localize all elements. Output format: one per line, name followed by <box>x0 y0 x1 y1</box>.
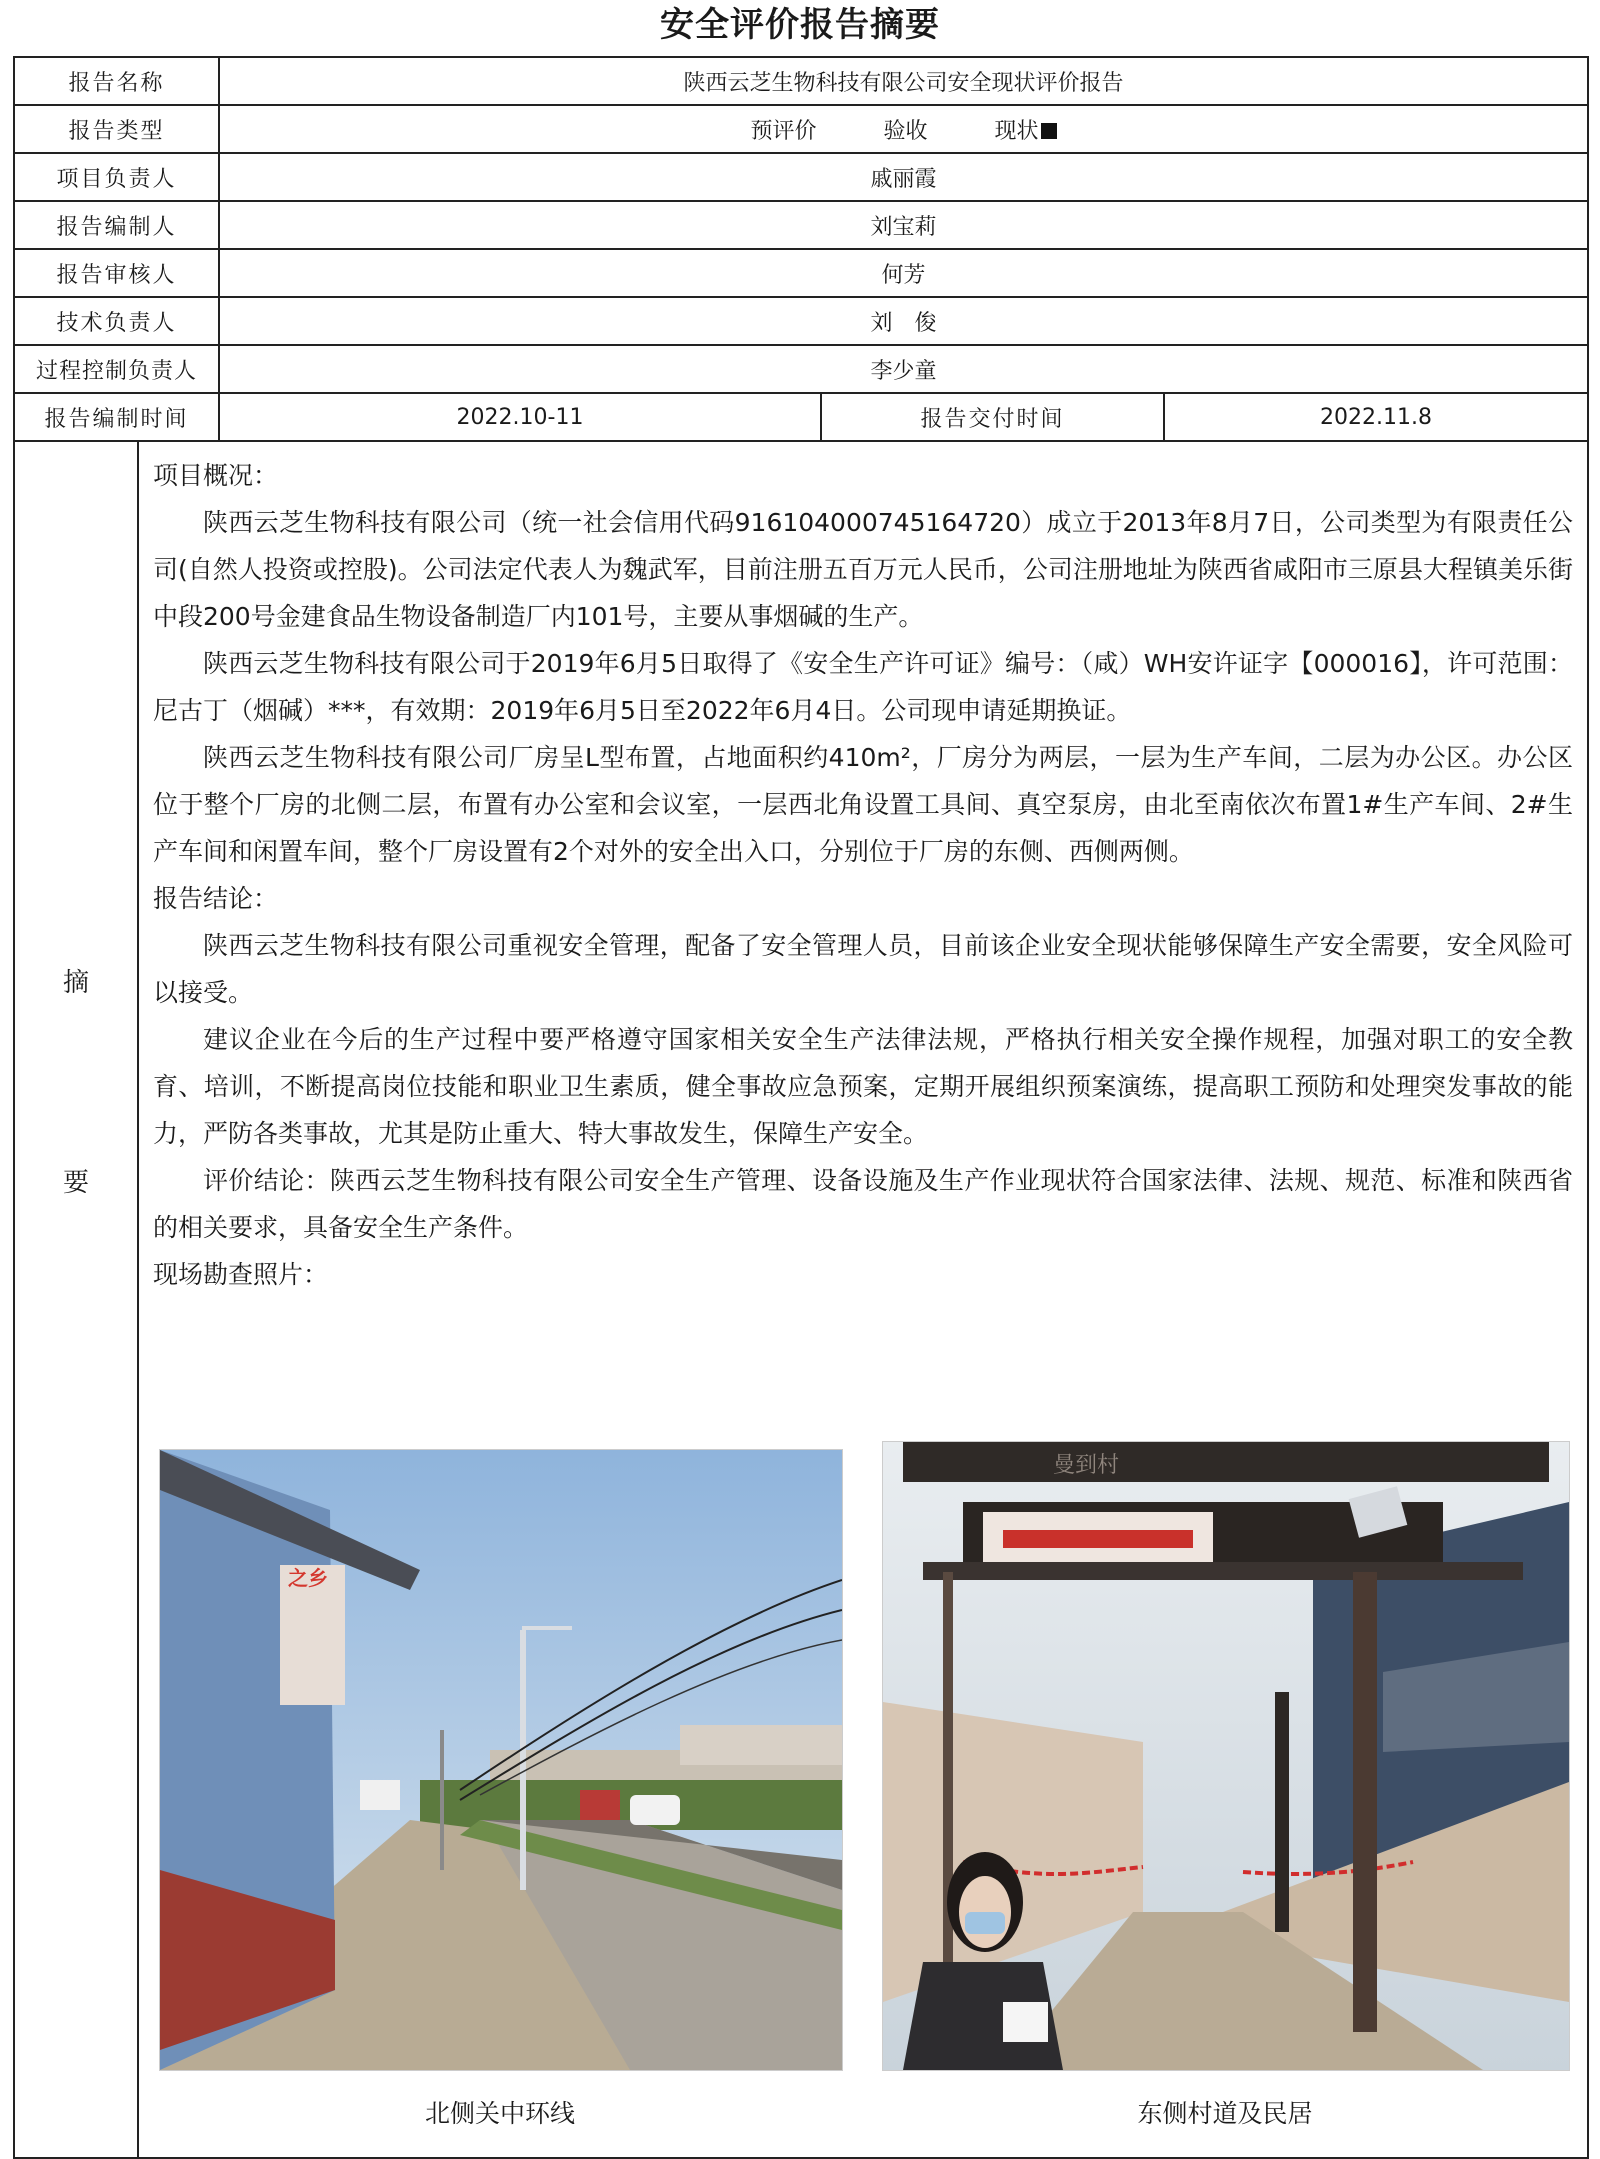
document-title: 安全评价报告摘要 <box>660 5 940 45</box>
row-reviewer <box>14 249 1588 297</box>
option-pre-evaluation: 预评价 <box>750 118 817 144</box>
overview-paragraph-1: 陕西云芝生物科技有限公司（统一社会信用代码916104000745164720）成立于2013年8月7日，公司类型为有限责任公司(自然人投资或控股)。公司法定代表人为魏武军，目前注册五百万元人民币，公司注册地址为陕西省咸阳市三原县大程镇美乐街中段200号金建食品生物设备制造厂内101号，主要从事烟碱的生产。 <box>153 508 1573 631</box>
side-label-char-2: 要 <box>62 1168 89 1198</box>
report-type-label: 报告类型 <box>14 105 219 153</box>
reviewer-value: 何芳 <box>219 249 1588 297</box>
report-name-value: 陕西云芝生物科技有限公司安全现状评价报告 <box>219 57 1588 105</box>
conclusion-paragraph-1: 陕西云芝生物科技有限公司重视安全管理，配备了安全管理人员，目前该企业安全现状能够保障生产安全需要，安全风险可以接受。 <box>153 931 1573 1007</box>
site-photo-east-village-road <box>882 1441 1570 2071</box>
row-project-lead <box>14 153 1588 201</box>
compile-time-label: 报告编制时间 <box>14 393 219 441</box>
process-lead-value: 李少童 <box>219 345 1588 393</box>
summary-text <box>139 442 1587 1298</box>
summary-cell <box>14 441 1588 2158</box>
row-tech-lead <box>14 297 1588 345</box>
side-label-char-1: 摘 <box>62 968 89 998</box>
report-name-label: 报告名称 <box>14 57 219 105</box>
conclusion-heading: 报告结论： <box>153 884 279 913</box>
photo-2-sign-text: 曼到村 <box>1053 1453 1120 1478</box>
conclusion-paragraph-2: 建议企业在今后的生产过程中要严格遵守国家相关安全生产法律法规，严格执行相关安全操作规程，加强对职工的安全教育、培训，不断提高岗位技能和职业卫生素质，健全事故应急预案，定期开展组织预案演练，提高职工预防和处理突发事故的能力，严防各类事故，尤其是防止重大、特大事故发生，保障生产安全。 <box>153 1025 1573 1148</box>
overview-paragraph-3: 陕西云芝生物科技有限公司厂房呈L型布置，占地面积约410m²，厂房分为两层，一层为生产车间，二层为办公区。办公区位于整个厂房的北侧二层，布置有办公室和会议室，一层西北角设置工具间、真空泵房，由北至南依次布置1#生产车间、2#生产车间和闲置车间，整个厂房设置有2个对外的安全出入口，分别位于厂房的东侧、西侧两侧。 <box>153 743 1573 866</box>
reviewer-label: 报告审核人 <box>14 249 219 297</box>
site-photo-north-road <box>159 1449 843 2071</box>
compiler-value: 刘宝莉 <box>219 201 1588 249</box>
photo-1-caption: 北侧关中环线 <box>424 2099 575 2128</box>
tech-lead-label: 技术负责人 <box>14 297 219 345</box>
evaluation-conclusion: 评价结论：陕西云芝生物科技有限公司安全生产管理、设备设施及生产作业现状符合国家法律、法规、规范、标准和陕西省的相关要求，具备安全生产条件。 <box>153 1166 1573 1242</box>
tech-lead-value: 刘 俊 <box>219 297 1588 345</box>
overview-heading: 项目概况： <box>153 461 279 490</box>
option-current-status-label: 现状 <box>994 118 1039 144</box>
summary-side-label <box>15 442 139 2157</box>
process-lead-label: 过程控制负责人 <box>14 345 219 393</box>
row-report-type <box>14 105 1588 153</box>
row-process-lead <box>14 345 1588 393</box>
compile-time-value: 2022.10-11 <box>219 393 821 441</box>
project-lead-label: 项目负责人 <box>14 153 219 201</box>
compiler-label: 报告编制人 <box>14 201 219 249</box>
site-photos <box>159 1449 1569 2134</box>
row-summary <box>14 441 1588 2158</box>
photo-1-sign-text: 之乡 <box>288 1566 328 1590</box>
report-type-options <box>219 105 1588 153</box>
checked-square-icon <box>1041 123 1057 139</box>
delivery-time-label: 报告交付时间 <box>821 393 1164 441</box>
option-current-status <box>995 114 1057 145</box>
project-lead-value: 戚丽霞 <box>219 153 1588 201</box>
row-compiler <box>14 201 1588 249</box>
photo-2-caption: 东侧村道及民居 <box>1137 2099 1313 2128</box>
summary-table <box>13 56 1589 2159</box>
delivery-time-value: 2022.11.8 <box>1164 393 1588 441</box>
overview-paragraph-2: 陕西云芝生物科技有限公司于2019年6月5日取得了《安全生产许可证》编号：（咸）WH安许证字【000016】，许可范围：尼古丁（烟碱）***，有效期：2019年6月5日至2022年6月4日。公司现申请延期换证。 <box>153 649 1573 725</box>
option-acceptance: 验收 <box>883 118 928 144</box>
photos-heading: 现场勘查照片： <box>153 1260 329 1289</box>
summary-body <box>139 442 1587 2157</box>
row-dates <box>14 393 1588 441</box>
row-report-name <box>14 57 1588 105</box>
